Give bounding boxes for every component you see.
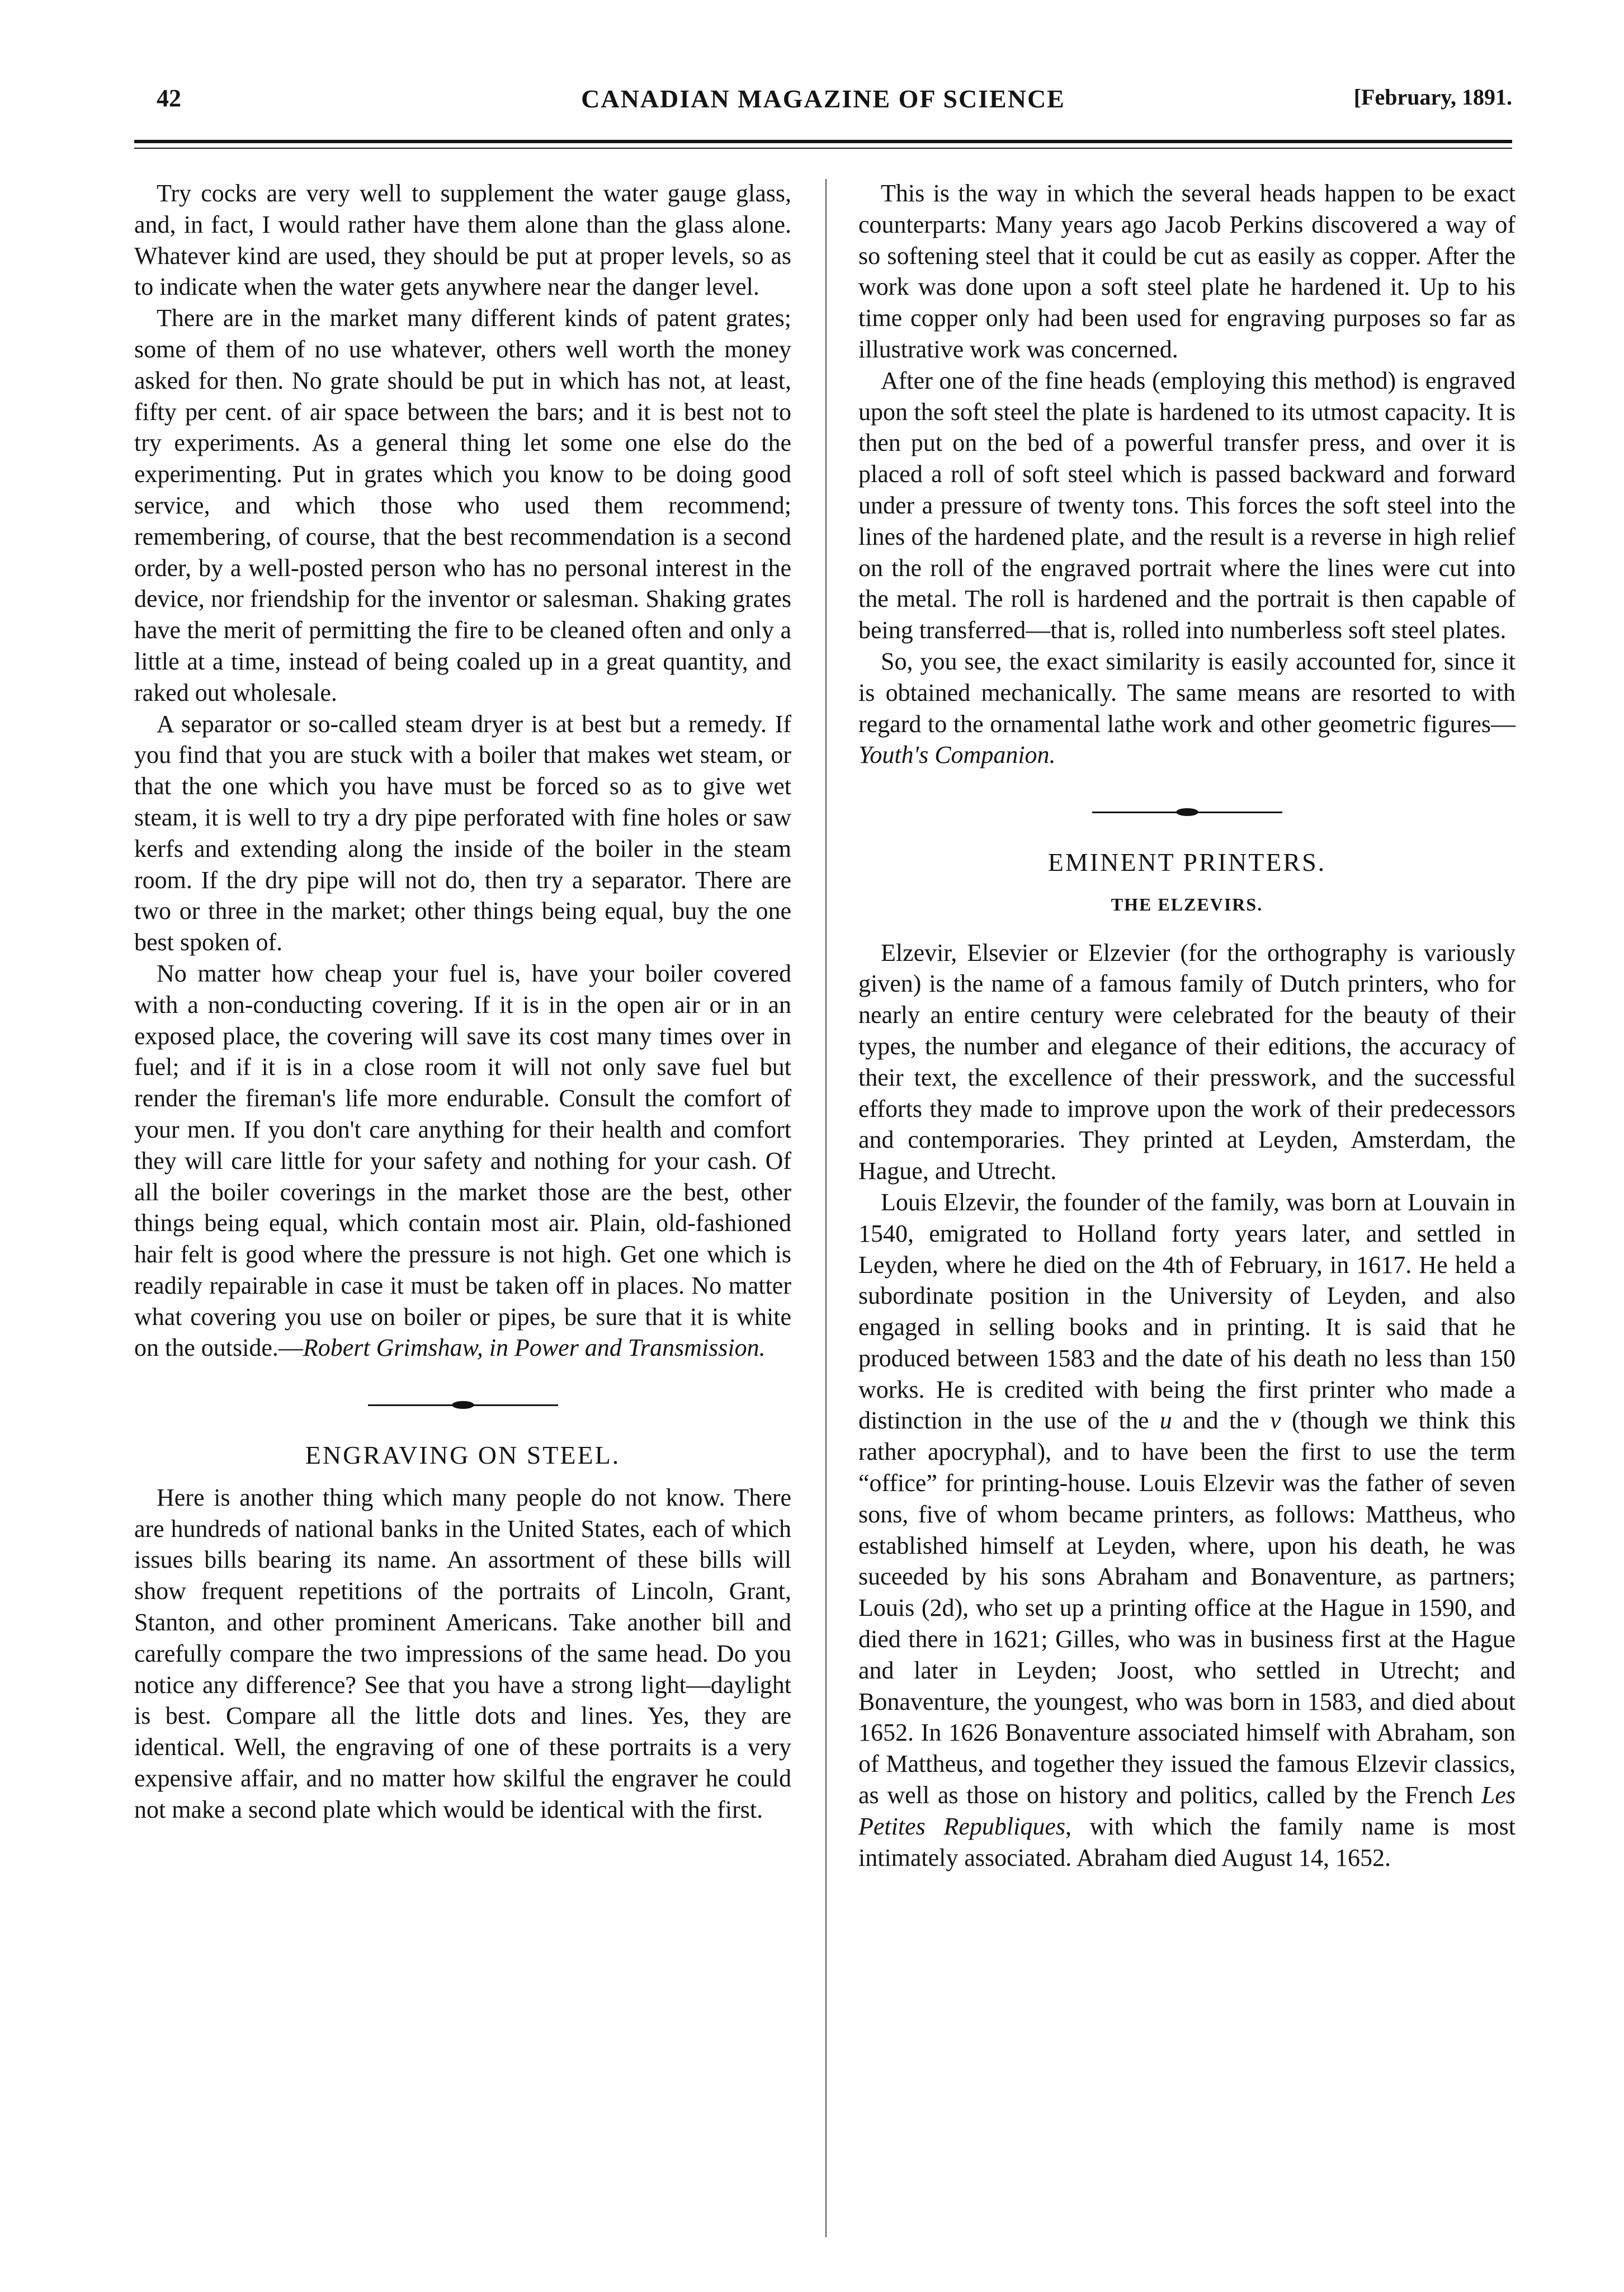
- right-column: [858, 178, 1516, 1873]
- magazine-page: [134, 78, 1516, 2260]
- section-separator: [134, 1383, 791, 1414]
- section-separator: [858, 790, 1516, 821]
- column-divider: [825, 179, 827, 2237]
- paragraph: There are in the market many different kinds of patent grates; some of them of no use whatever, others well worth the money asked for then. No grate should be put in which has not, at least, fifty per cent. of air space between the bars; and it is best not to try experiments. As a general thing let some one else do the experimenting. Put in grates which you know to be doing good service, and which those who used them recommend; remembering, of course, that the best recommendation is a second order, by a well-posted person who has no personal interest in the device, nor friendship for the inventor or salesman. Shaking grates have the merit of permitting the fire to be cleaned often and only a little at a time, instead of being coaled up in a great quantity, and raked out wholesale.: [134, 304, 791, 706]
- attribution: Youth's Companion.: [858, 741, 1056, 769]
- article-subheading: THE ELZEVIRS.: [1111, 894, 1263, 914]
- paragraph-text: So, you see, the exact similarity is easily accounted for, since it is obtained mechanically. The same means are resorted to with regard to the ornamental lathe work and other geometric figures—: [858, 647, 1516, 738]
- book-title: Les Petites Republiques: [858, 1781, 1516, 1840]
- paragraph-text: Louis Elzevir, the founder of the family, was born at Louvain in 1540, emigrated to Holland forty years later, and settled in Leyden, where he died on the 4th of February, in 1617. He held a subordinate position in the University of Leyden, and also engaged in selling books and in printing. It is said that he produced between 1583 and the date of his death no less than 150 works. He is credited with being the first printer who made a distinction in the use of the: [858, 1188, 1516, 1435]
- letter-v: v: [1269, 1407, 1281, 1435]
- paragraph: A separator or so-called steam dryer is at best but a remedy. If you find that you are stuck with a boiler that makes wet steam, or that the one which you have must be forced so as to give wet steam, it is well to try a dry pipe perforated with fine holes or saw kerfs and extending along the inside of the boiler in the steam room. If the dry pipe will not do, then try a separator. There are two or three in the market; other things being equal, buy the one best spoken of.: [134, 710, 791, 956]
- paragraph: [858, 646, 1516, 771]
- paragraph: [134, 958, 791, 1364]
- article-heading-printers: EMINENT PRINTERS.: [1047, 847, 1326, 876]
- paragraph-text: No matter how cheap your fuel is, have your boiler covered with a non-conducting covering. If it is in the open air or in an exposed place, the covering will save its cost many times over in fuel; and if it is in a close room it will not only save fuel but render the fireman's life more endurable. Consult the comfort of your men. If you don't care anything for their health and comfort they will care little for your safety and nothing for your cash. Of all the boiler coverings in the market those are the best, other things being equal, which contain most air. Plain, old-fashioned hair felt is good where the pressure is not high. Get one which is readily repairable in case it must be taken off in places. No matter what covering you use on boiler or pipes, be sure that it is white on the outside.—: [134, 959, 791, 1362]
- attribution: Robert Grimshaw, in Power and Transmission.: [303, 1334, 766, 1362]
- article-heading-engraving: ENGRAVING ON STEEL.: [305, 1441, 621, 1470]
- paragraph: Elzevir, Elsevier or Elzevier (for the orthography is variously given) is the name of a famous family of Dutch printers, who for nearly an entire century were celebrated for the beauty of their types, the number and elegance of their editions, the accuracy of their text, the excellence of their presswork, and the successful efforts they made to improve upon the work of their predecessors and contemporaries. They printed at Leyden, Amsterdam, the Hague, and Utrecht.: [858, 939, 1516, 1185]
- header-rule-thick: [134, 140, 1512, 143]
- paragraph: After one of the fine heads (employing this method) is engraved upon the soft steel the plate is hardened to its utmost capacity. It is then put on the bed of a powerful transfer press, and over it is placed a roll of soft steel which is passed backward and forward under a pressure of twenty tons. This forces the soft steel into the lines of the hardened plate, and the result is a reverse in high relief on the roll of the engraved portrait where the lines were cut into the metal. The roll is hardened and the portrait is then capable of being transferred—that is, rolled into numberless soft steel plates.: [858, 366, 1516, 644]
- paragraph-text: and the: [1172, 1407, 1270, 1435]
- page-number: 42: [157, 84, 181, 112]
- header-rule-thin: [134, 148, 1512, 149]
- paragraph: This is the way in which the several heads happen to be exact counterparts: Many years ago Jacob Perkins discovered a way of so softening steel that it could be cut as easily as copper. After the work was done upon a soft steel plate he hardened it. Up to his time copper only had been used for engraving purposes so far as illustrative work was concerned.: [858, 180, 1516, 363]
- paragraph-text: , with which the family name is most intimately associated. Abraham died August 14, 1652.: [858, 1812, 1516, 1871]
- letter-u: u: [1159, 1407, 1172, 1435]
- paragraph-text: (though we think this rather apocryphal), and to have been the first to use the term “office” for printing-house. Louis Elzevir was the father of seven sons, five of whom became printers, as follows: Mattheus, who established himself at Leyden, where, upon his death, he was suceeded by his sons Abraham and Bonaventure, as partners; Louis (2d), who set up a printing office at the Hague in 1590, and died there in 1621; Gilles, who was in business first at the Hague and later in Leyden; Joost, who settled in Utrecht; and Bonaventure, the youngest, who was born in 1583, and died about 1652. In 1626 Bonaventure associated himself with Abraham, son of Mattheus, and together they issued the famous Elzevir classics, as well as those on history and politics, called by the French: [858, 1407, 1516, 1809]
- paragraph: [858, 1187, 1516, 1874]
- paragraph: Try cocks are very well to supplement the water gauge glass, and, in fact, I would rather have them alone than the glass alone. Whatever kind are used, they should be put at proper levels, so as to indicate when the water gets anywhere near the danger level.: [134, 180, 791, 301]
- magazine-title: CANADIAN MAGAZINE OF SCIENCE: [581, 84, 1065, 113]
- page-header: [134, 78, 1512, 123]
- left-column: [134, 178, 791, 1826]
- issue-date: [February, 1891.: [1353, 84, 1512, 110]
- paragraph: Here is another thing which many people do not know. There are hundreds of national banks in the United States, each of which issues bills bearing its name. An assortment of these bills will show frequent repetitions of the portraits of Lincoln, Grant, Stanton, and other prominent Americans. Take another bill and carefully compare the two impressions of the same head. Do you notice any difference? See that you have a strong light—daylight is best. Compare all the little dots and lines. Yes, they are identical. Well, the engraving of one of these portraits is a very expensive affair, and no matter how skilful the engraver he could not make a second plate which would be identical with the first.: [134, 1483, 791, 1823]
